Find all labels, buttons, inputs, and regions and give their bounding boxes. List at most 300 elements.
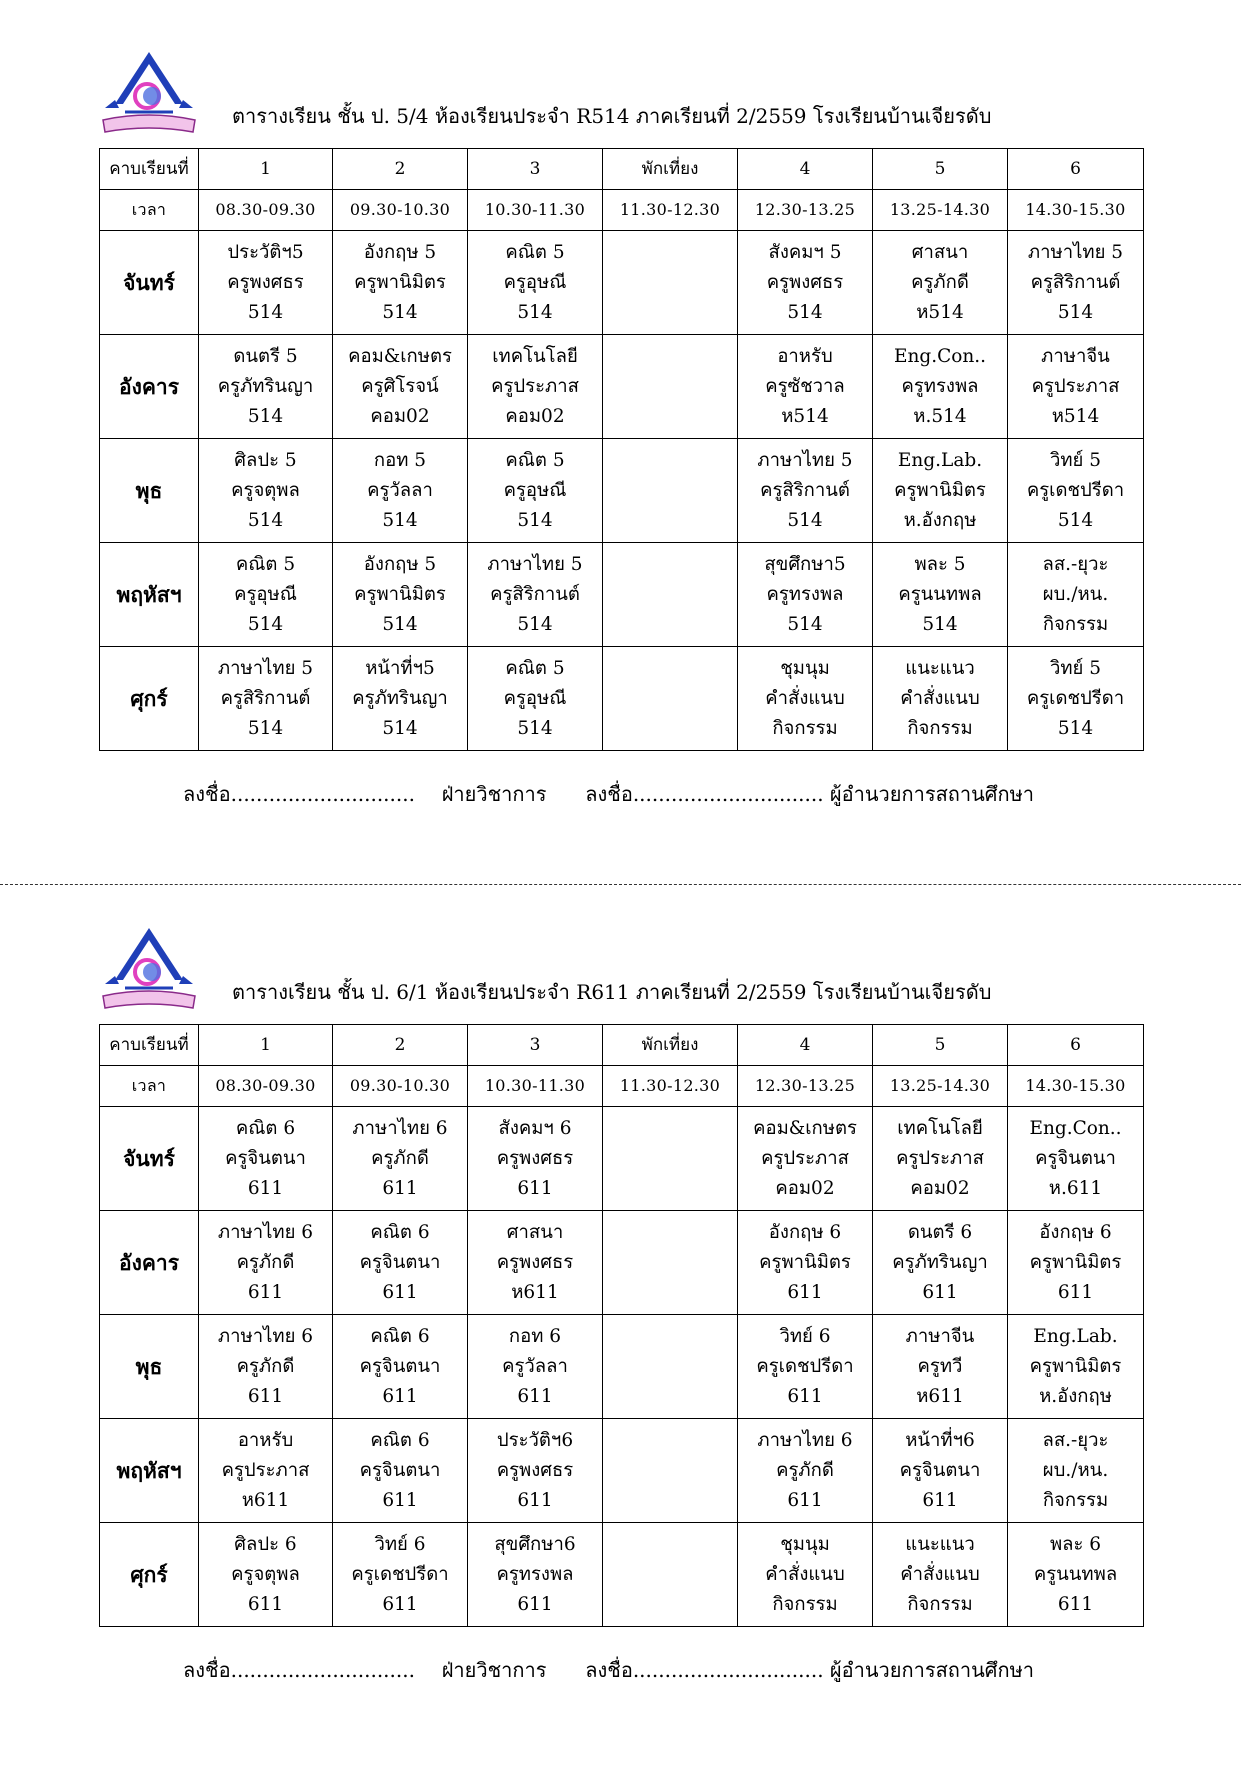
teacher-name: ครูภักดี [236, 1251, 295, 1273]
room-name: กิจกรรม [907, 1593, 973, 1615]
lunch-cell [603, 1419, 738, 1523]
teacher-name: ครูสิริกานต์ [1030, 271, 1121, 293]
subject-cell [333, 1211, 468, 1315]
room-name: 514 [922, 613, 958, 635]
day-row [100, 231, 1144, 335]
header-cell: 1 [199, 149, 333, 190]
timetable-title: ตารางเรียน ชั้น ป. 5/4 ห้องเรียนประจำ R514 ภาคเรียนที่ 2/2559 โรงเรียนบ้านเจียรดับ [232, 104, 992, 128]
subject-name: ภาษาไทย 6 [352, 1117, 448, 1139]
time-cell: 14.30-15.30 [1008, 190, 1144, 231]
subject-name: คอม&เกษตร [348, 345, 452, 367]
teacher-name: ครูพานิมิตร [1029, 1251, 1122, 1273]
room-name: 611 [247, 1593, 284, 1615]
header-cell: 3 [468, 1025, 603, 1066]
room-name: คอม02 [775, 1177, 835, 1199]
subject-cell [199, 1315, 333, 1419]
subject-name: วิทย์ 6 [779, 1325, 831, 1347]
day-row [100, 1107, 1144, 1211]
day-rows [100, 231, 1144, 751]
room-name: 611 [922, 1281, 958, 1303]
subject-cell [199, 1107, 333, 1211]
lunch-cell [603, 1315, 738, 1419]
day-row [100, 543, 1144, 647]
day-row [100, 1211, 1144, 1315]
room-name: 611 [247, 1385, 284, 1407]
teacher-name: ครูทรงพล [496, 1563, 574, 1585]
teacher-name: ครูจตุพล [231, 1563, 300, 1585]
subject-name: สุขศึกษา6 [494, 1533, 576, 1555]
subject-cell [1008, 439, 1144, 543]
header-cell: 4 [738, 1025, 873, 1066]
room-name: ห.อังกฤษ [903, 509, 977, 531]
day-label: พฤหัสฯ [100, 543, 199, 647]
subject-cell [199, 543, 333, 647]
teacher-name: ครูอุษณี [503, 479, 567, 501]
subject-name: ศาสนา [506, 1221, 564, 1243]
time-cell: 12.30-13.25 [738, 190, 873, 231]
teacher-name: ครูอุษณี [503, 687, 567, 709]
subject-name: สังคมฯ 6 [498, 1117, 572, 1139]
room-name: 514 [1057, 509, 1094, 531]
role-director: ผู้อำนวยการสถานศึกษา [829, 1658, 1035, 1682]
subject-name: พละ 5 [914, 553, 966, 575]
lunch-cell [603, 1107, 738, 1211]
room-name: 611 [1057, 1593, 1094, 1615]
subject-cell [333, 231, 468, 335]
room-name: ห.อังกฤษ [1039, 1385, 1112, 1407]
teacher-name: ผบ./หน. [1042, 1459, 1109, 1481]
teacher-name: ครูเดชปรีดา [756, 1355, 854, 1377]
subject-name: คณิต 6 [370, 1429, 430, 1451]
room-name: ห611 [241, 1489, 290, 1511]
room-name: 514 [382, 613, 418, 635]
subject-name: วิทย์ 5 [1049, 657, 1102, 679]
time-cell: 14.30-15.30 [1008, 1066, 1144, 1107]
header-cell: 2 [333, 149, 468, 190]
room-name: 514 [517, 717, 553, 739]
subject-cell [873, 231, 1008, 335]
teacher-name: ครูนนทพล [898, 583, 982, 605]
subject-cell [333, 439, 468, 543]
subject-cell [333, 1523, 468, 1627]
subject-name: ดนตรี 6 [907, 1221, 973, 1243]
subject-name: Eng.Con.. [893, 345, 987, 367]
lunch-cell [603, 1523, 738, 1627]
header-cell: คาบเรียนที่ [100, 1025, 199, 1066]
teacher-name: ครูจินตนา [359, 1459, 441, 1481]
header-cell: 4 [738, 149, 873, 190]
subject-cell [738, 1419, 873, 1523]
subject-cell [1008, 1315, 1144, 1419]
room-name: 611 [382, 1177, 418, 1199]
subject-name: ภาษาไทย 5 [1027, 241, 1124, 263]
subject-name: กอท 6 [508, 1325, 562, 1347]
subject-name: อาหรับ [777, 345, 833, 367]
subject-cell [199, 1523, 333, 1627]
time-cell: 08.30-09.30 [199, 190, 333, 231]
teacher-name: ครูภักดี [371, 1147, 429, 1169]
room-name: 514 [247, 717, 284, 739]
time-cell: 13.25-14.30 [873, 1066, 1008, 1107]
subject-cell [873, 1211, 1008, 1315]
signature-line [183, 778, 1034, 810]
time-cell: 10.30-11.30 [468, 1066, 603, 1107]
subject-name: ชุมนุม [780, 657, 830, 679]
subject-cell [1008, 543, 1144, 647]
subject-name: ดนตรี 5 [233, 345, 298, 367]
room-name: กิจกรรม [772, 1593, 838, 1615]
subject-cell [873, 1419, 1008, 1523]
room-name: 514 [517, 301, 553, 323]
room-name: 611 [517, 1177, 553, 1199]
subject-name: กอท 5 [373, 449, 427, 471]
subject-name: ภาษาจีน [905, 1325, 975, 1347]
subject-name: แนะแนว [905, 1533, 975, 1555]
teacher-name: ครูพงศธร [496, 1459, 574, 1481]
teacher-name: ครูจินตนา [225, 1147, 306, 1169]
subject-cell [873, 439, 1008, 543]
room-name: 611 [517, 1593, 553, 1615]
day-label: พุธ [100, 439, 199, 543]
teacher-name: ครูวัลลา [502, 1355, 568, 1377]
room-name: 514 [517, 509, 553, 531]
timetable-title: ตารางเรียน ชั้น ป. 6/1 ห้องเรียนประจำ R611 ภาคเรียนที่ 2/2559 โรงเรียนบ้านเจียรดับ [232, 980, 992, 1004]
subject-name: คอม&เกษตร [753, 1117, 857, 1139]
time-cell: 10.30-11.30 [468, 190, 603, 231]
subject-name: วิทย์ 5 [1049, 449, 1102, 471]
teacher-name: ครูประภาส [491, 375, 579, 397]
subject-cell [738, 231, 873, 335]
subject-cell [738, 1523, 873, 1627]
subject-cell [199, 1211, 333, 1315]
subject-name: ลส.-ยุวะ [1042, 553, 1109, 575]
room-name: 611 [517, 1385, 553, 1407]
room-name: คอม02 [370, 405, 430, 427]
room-name: 514 [1057, 717, 1094, 739]
room-name: 514 [517, 613, 553, 635]
lunch-cell [603, 543, 738, 647]
subject-name: คณิต 5 [235, 553, 296, 575]
room-name: ห514 [916, 301, 964, 323]
day-label: พฤหัสฯ [100, 1419, 199, 1523]
teacher-name: ครูภัทรินญา [217, 375, 314, 397]
teacher-name: ครูพานิมิตร [759, 1251, 851, 1273]
subject-cell [333, 335, 468, 439]
subject-name: ศาสนา [911, 241, 969, 263]
teacher-name: ผบ./หน. [1042, 583, 1109, 605]
subject-cell [199, 439, 333, 543]
subject-name: คณิต 5 [505, 657, 565, 679]
teacher-name: ครูอุษณี [503, 271, 567, 293]
header-cell: 1 [199, 1025, 333, 1066]
teacher-name: ครูเดชปรีดา [351, 1563, 449, 1585]
subject-cell [873, 1523, 1008, 1627]
subject-cell [199, 335, 333, 439]
subject-cell [873, 1315, 1008, 1419]
teacher-name: ครูประภาส [221, 1459, 310, 1481]
subject-cell [468, 439, 603, 543]
time-row [100, 1066, 1144, 1107]
subject-cell [333, 1419, 468, 1523]
room-name: กิจกรรม [907, 717, 973, 739]
teacher-name: ครูวัลลา [367, 479, 433, 501]
teacher-name: คำสั่งแนบ [900, 1563, 980, 1585]
room-name: 514 [382, 509, 418, 531]
header-cell: 6 [1008, 1025, 1144, 1066]
time-cell: 09.30-10.30 [333, 1066, 468, 1107]
lunch-cell [603, 647, 738, 751]
subject-name: คณิต 5 [505, 241, 565, 263]
lunch-cell [603, 439, 738, 543]
signature-academic: ลงชื่อ............................. [183, 782, 415, 806]
subject-cell [1008, 1211, 1144, 1315]
lunch-cell [603, 1211, 738, 1315]
subject-name: Eng.Lab. [897, 449, 983, 471]
room-name: 611 [382, 1281, 418, 1303]
subject-cell [873, 543, 1008, 647]
subject-cell [738, 647, 873, 751]
subject-cell [738, 335, 873, 439]
day-row [100, 1419, 1144, 1523]
subject-cell [1008, 335, 1144, 439]
teacher-name: ครูภัทรินญา [352, 687, 448, 709]
subject-cell [468, 231, 603, 335]
subject-name: คณิต 6 [235, 1117, 296, 1139]
subject-cell [333, 1107, 468, 1211]
teacher-name: คำสั่งแนบ [765, 687, 845, 709]
teacher-name: ครูจินตนา [359, 1251, 441, 1273]
teacher-name: คำสั่งแนบ [900, 687, 980, 709]
room-name: 514 [787, 509, 823, 531]
period-header-row [100, 149, 1144, 190]
subject-cell [1008, 1107, 1144, 1211]
day-label: ศุกร์ [100, 1523, 199, 1627]
lunch-cell [603, 231, 738, 335]
subject-cell [468, 1211, 603, 1315]
subject-name: สุขศึกษา5 [764, 553, 846, 575]
subject-name: คณิต 6 [370, 1221, 430, 1243]
signature-director: ลงชื่อ.............................. [585, 782, 824, 806]
subject-name: ภาษาไทย 5 [487, 553, 583, 575]
lunch-cell [603, 335, 738, 439]
subject-cell [468, 647, 603, 751]
teacher-name: ครูภักดี [911, 271, 969, 293]
subject-name: หน้าที่ฯ5 [365, 657, 435, 679]
day-label: จันทร์ [100, 231, 199, 335]
teacher-name: ครูภัทรินญา [892, 1251, 988, 1273]
teacher-name: ครูซัชวาล [765, 375, 845, 397]
subject-name: วิทย์ 6 [374, 1533, 426, 1555]
subject-cell [333, 647, 468, 751]
subject-cell [468, 1315, 603, 1419]
teacher-name: ครูจินตนา [1035, 1147, 1116, 1169]
teacher-name: ครูนนทพล [1033, 1563, 1118, 1585]
time-cell: 08.30-09.30 [199, 1066, 333, 1107]
room-name: 611 [787, 1385, 823, 1407]
header-cell: 2 [333, 1025, 468, 1066]
subject-name: ประวัติฯ6 [496, 1429, 574, 1451]
subject-cell [1008, 231, 1144, 335]
room-name: 514 [247, 405, 284, 427]
teacher-name: ครูประภาส [1031, 375, 1120, 397]
header-cell: พักเที่ยง [603, 1025, 738, 1066]
subject-cell [199, 231, 333, 335]
subject-cell [199, 647, 333, 751]
room-name: 611 [787, 1489, 823, 1511]
subject-name: คณิต 5 [505, 449, 565, 471]
teacher-name: ครูประภาส [896, 1147, 984, 1169]
header-cell: 3 [468, 149, 603, 190]
subject-cell [738, 1107, 873, 1211]
role-academic: ฝ่ายวิชาการ [441, 782, 547, 806]
subject-name: อาหรับ [237, 1429, 294, 1451]
day-label: อังคาร [100, 1211, 199, 1315]
day-label: อังคาร [100, 335, 199, 439]
time-cell: 11.30-12.30 [603, 190, 738, 231]
teacher-name: ครูพานิมิตร [1029, 1355, 1122, 1377]
timetable-table [99, 148, 1144, 751]
subject-name: สังคมฯ 5 [768, 241, 842, 263]
room-name: 514 [247, 301, 284, 323]
subject-name: ศิลปะ 6 [234, 1533, 297, 1555]
teacher-name: ครูอุษณี [234, 583, 297, 605]
room-name: 611 [1057, 1281, 1094, 1303]
teacher-name: ครูทรงพล [901, 375, 979, 397]
subject-cell [468, 1523, 603, 1627]
subject-name: ภาษาไทย 5 [217, 657, 314, 679]
timetable-table [99, 1024, 1144, 1627]
header-cell: 5 [873, 149, 1008, 190]
room-name: ห514 [1051, 405, 1100, 427]
room-name: ห611 [511, 1281, 559, 1303]
period-header-row [100, 1025, 1144, 1066]
subject-cell [738, 439, 873, 543]
subject-cell [1008, 1419, 1144, 1523]
subject-name: อังกฤษ 6 [768, 1221, 842, 1243]
day-label: พุธ [100, 1315, 199, 1419]
subject-name: ลส.-ยุวะ [1042, 1429, 1109, 1451]
time-cell: เวลา [100, 190, 199, 231]
signature-academic: ลงชื่อ............................. [183, 1658, 415, 1682]
subject-name: ประวัติฯ5 [227, 241, 304, 263]
teacher-name: ครูสิริกานต์ [220, 687, 311, 709]
subject-name: ภาษาไทย 6 [757, 1429, 853, 1451]
room-name: 514 [382, 301, 418, 323]
room-name: 611 [517, 1489, 553, 1511]
teacher-name: ครูพงศธร [496, 1251, 574, 1273]
subject-name: หน้าที่ฯ6 [905, 1429, 975, 1451]
room-name: 611 [787, 1281, 823, 1303]
teacher-name: ครูพงศธร [496, 1147, 574, 1169]
header-cell: พักเที่ยง [603, 149, 738, 190]
subject-name: ชุมนุม [780, 1533, 830, 1555]
room-name: ห.514 [913, 405, 967, 427]
role-academic: ฝ่ายวิชาการ [441, 1658, 547, 1682]
subject-name: ภาษาไทย 5 [757, 449, 853, 471]
teacher-name: ครูสิริกานต์ [490, 583, 580, 605]
subject-cell [873, 647, 1008, 751]
room-name: 514 [1057, 301, 1094, 323]
subject-name: Eng.Con.. [1029, 1117, 1122, 1139]
time-cell: 11.30-12.30 [603, 1066, 738, 1107]
teacher-name: ครูพงศธร [227, 271, 304, 293]
room-name: คอม02 [505, 405, 565, 427]
subject-cell [1008, 647, 1144, 751]
teacher-name: ครูจินตนา [359, 1355, 441, 1377]
room-name: 514 [787, 301, 823, 323]
room-name: กิจกรรม [1042, 1489, 1109, 1511]
teacher-name: ครูภักดี [236, 1355, 295, 1377]
day-row [100, 439, 1144, 543]
subject-name: เทคโนโลยี [897, 1117, 983, 1139]
teacher-name: ครูเดชปรีดา [1026, 479, 1125, 501]
header-cell: คาบเรียนที่ [100, 149, 199, 190]
subject-name: อังกฤษ 6 [1039, 1221, 1112, 1243]
room-name: ห514 [781, 405, 829, 427]
subject-cell [199, 1419, 333, 1523]
header-cell: 6 [1008, 149, 1144, 190]
subject-name: อังกฤษ 5 [363, 553, 437, 575]
subject-cell [333, 543, 468, 647]
day-label: จันทร์ [100, 1107, 199, 1211]
subject-name: เทคโนโลยี [492, 345, 578, 367]
room-name: 611 [382, 1489, 418, 1511]
teacher-name: ครูทรงพล [766, 583, 844, 605]
subject-cell [738, 1211, 873, 1315]
signature-director: ลงชื่อ.............................. [585, 1658, 824, 1682]
subject-name: ภาษาไทย 6 [217, 1221, 314, 1243]
subject-name: คณิต 6 [370, 1325, 430, 1347]
time-cell: 09.30-10.30 [333, 190, 468, 231]
subject-name: อังกฤษ 5 [363, 241, 437, 263]
signature-line [183, 1654, 1034, 1686]
room-name: 611 [922, 1489, 958, 1511]
subject-name: ศิลปะ 5 [234, 449, 297, 471]
subject-cell [738, 1315, 873, 1419]
time-cell: 13.25-14.30 [873, 190, 1008, 231]
school-logo-icon [97, 48, 201, 144]
subject-cell [738, 543, 873, 647]
room-name: ห.611 [1048, 1177, 1103, 1199]
day-row [100, 1523, 1144, 1627]
day-label: ศุกร์ [100, 647, 199, 751]
subject-cell [468, 1419, 603, 1523]
teacher-name: ครูจตุพล [231, 479, 300, 501]
teacher-name: ครูประภาส [761, 1147, 849, 1169]
header-cell: 5 [873, 1025, 1008, 1066]
teacher-name: คำสั่งแนบ [765, 1563, 845, 1585]
time-cell: 12.30-13.25 [738, 1066, 873, 1107]
subject-name: Eng.Lab. [1033, 1325, 1118, 1347]
teacher-name: ครูพานิมิตร [354, 271, 446, 293]
teacher-name: ครูภักดี [776, 1459, 834, 1481]
day-row [100, 647, 1144, 751]
day-rows [100, 1107, 1144, 1627]
teacher-name: ครูพานิมิตร [354, 583, 446, 605]
subject-cell [468, 1107, 603, 1211]
room-name: คอม02 [910, 1177, 970, 1199]
room-name: 611 [382, 1385, 418, 1407]
teacher-name: ครูศิโรจน์ [361, 375, 439, 397]
room-name: 611 [247, 1281, 284, 1303]
school-logo-icon [97, 924, 201, 1020]
teacher-name: ครูเดชปรีดา [1026, 687, 1125, 709]
room-name: ห611 [916, 1385, 964, 1407]
subject-cell [468, 543, 603, 647]
subject-cell [1008, 1523, 1144, 1627]
teacher-name: ครูทวี [917, 1355, 963, 1377]
subject-cell [468, 335, 603, 439]
